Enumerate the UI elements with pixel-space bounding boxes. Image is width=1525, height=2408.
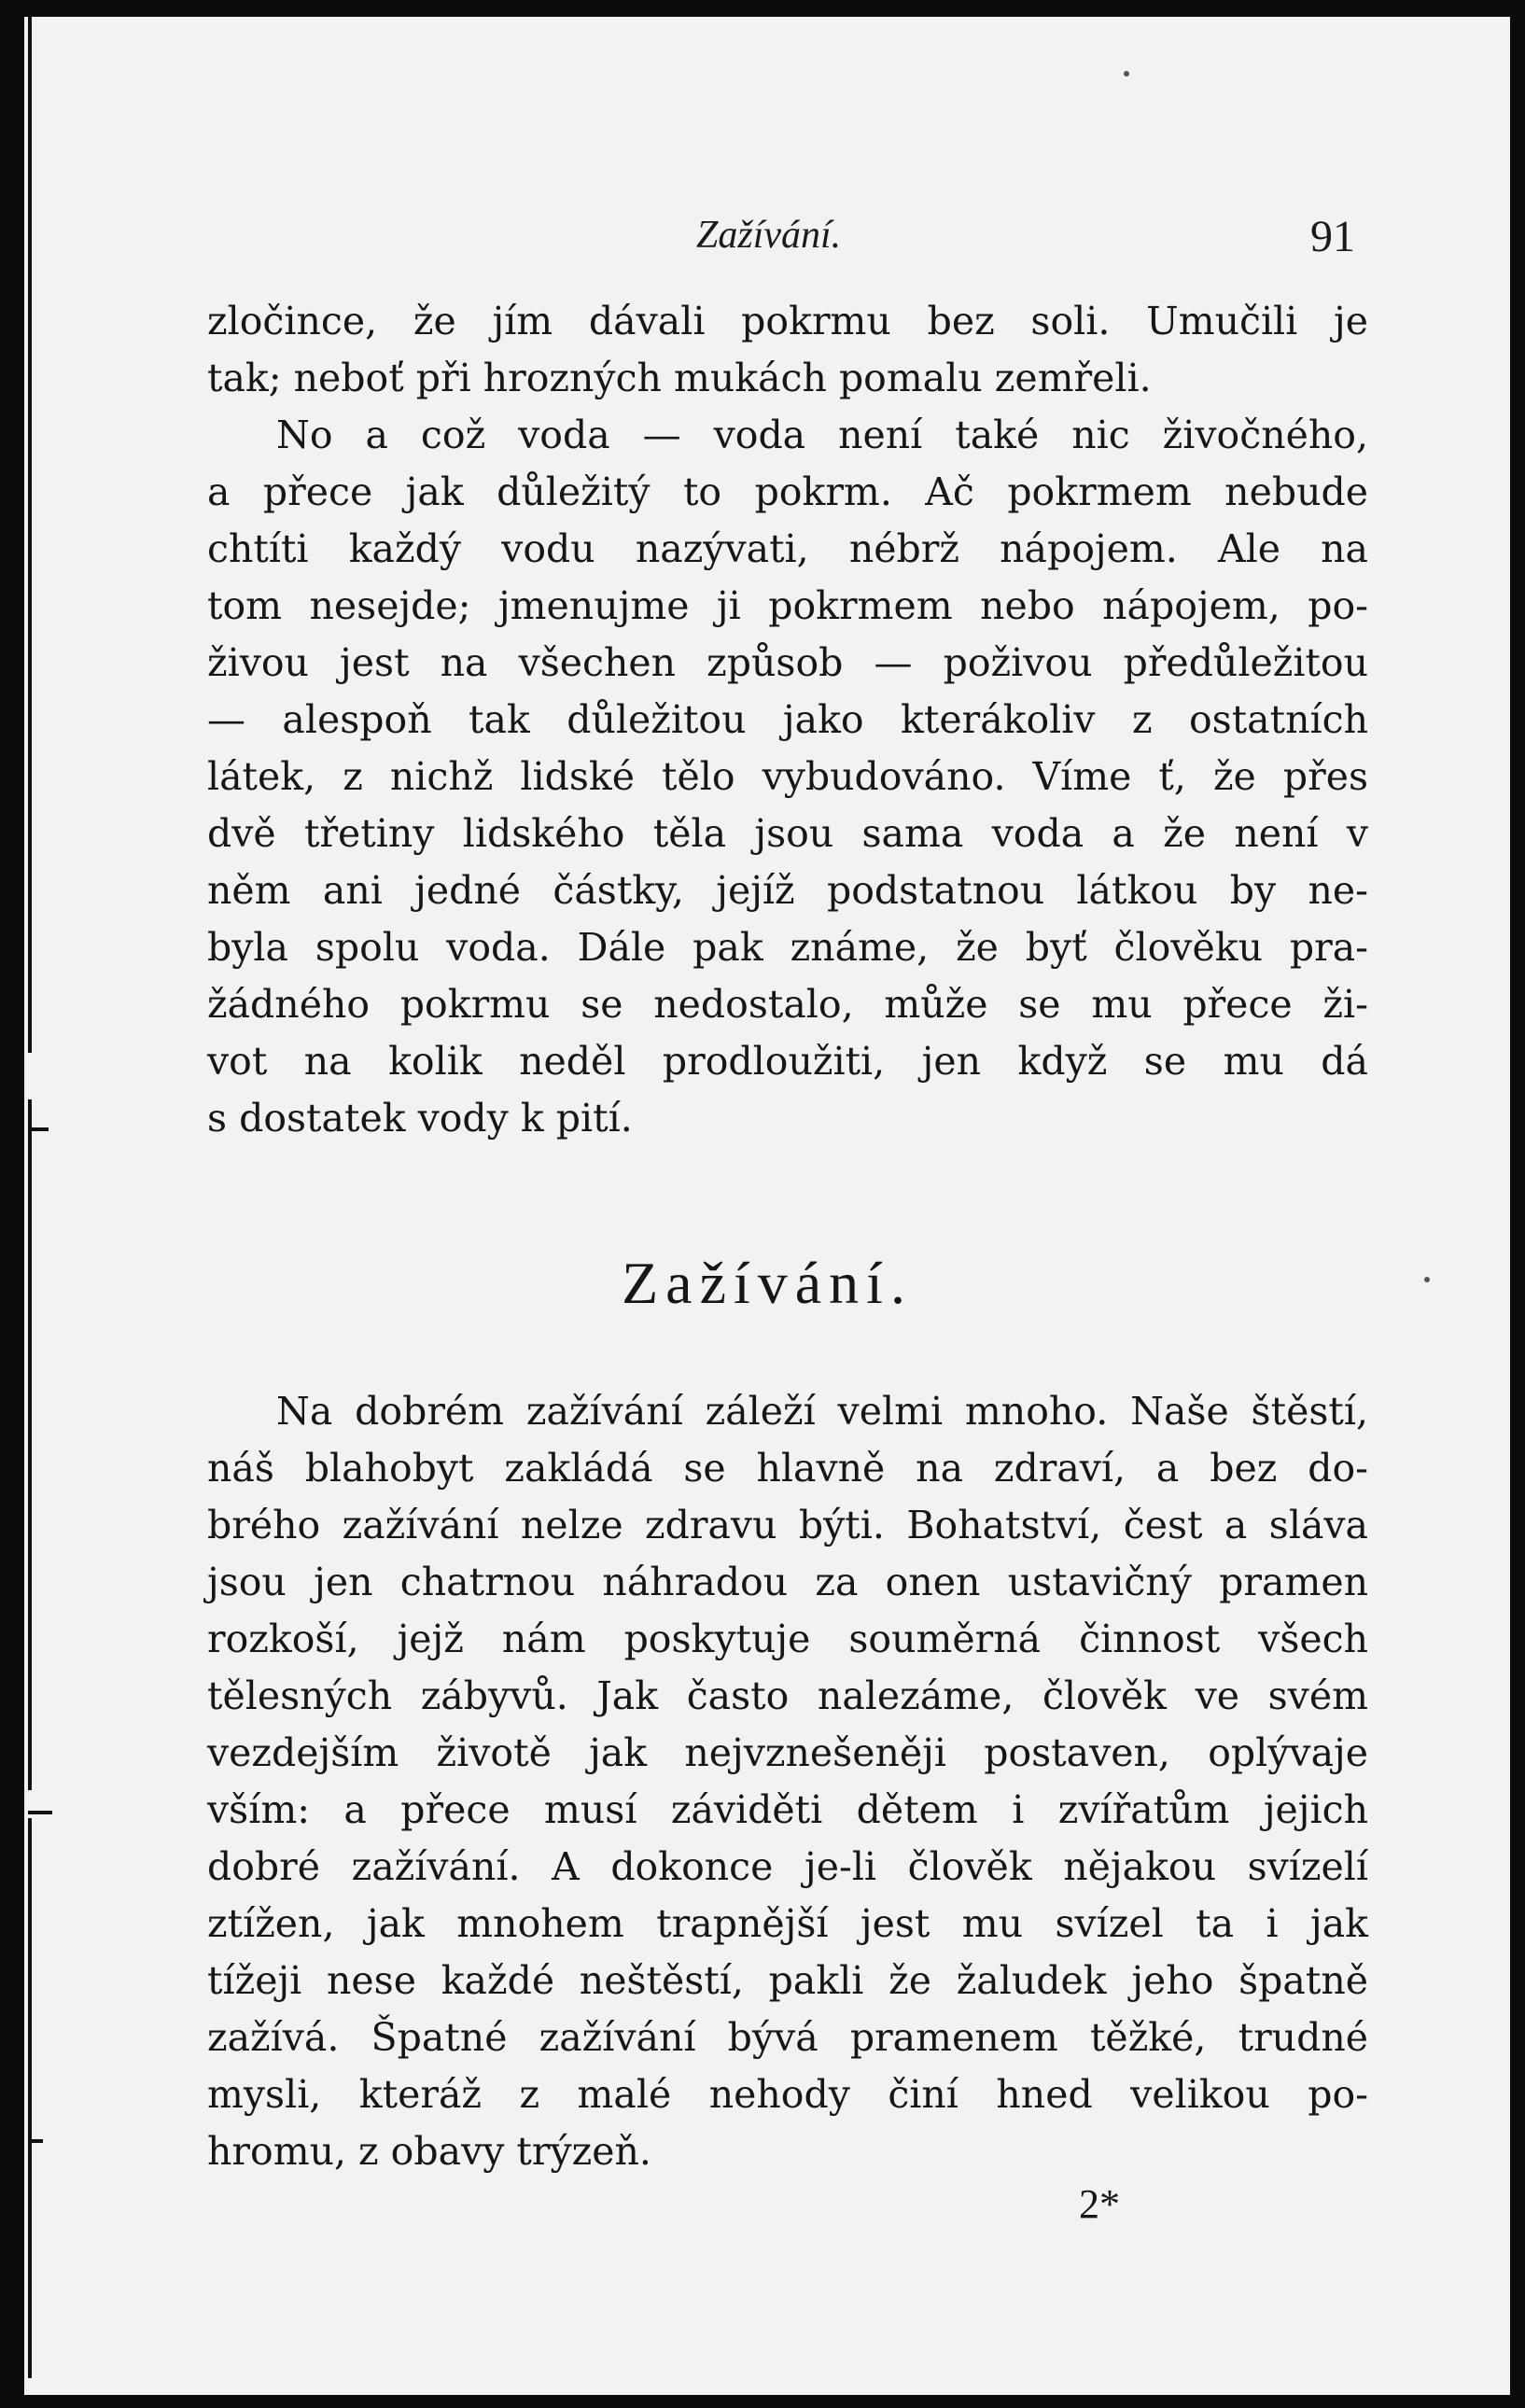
text-line: ztížen, jak mnohem trapnější jest mu svízel ta i jak <box>207 1901 1368 1946</box>
text-line: a přece jak důležitý to pokrm. Ač pokrmem nebude <box>207 469 1368 514</box>
text-line: žádného pokrmu se nedostalo, může se mu přece ži- <box>207 982 1368 1027</box>
text-line: vot na kolik neděl prodloužiti, jen když se mu dá <box>207 1039 1368 1084</box>
book-page <box>24 17 1510 2395</box>
text-line: živou jest na všechen způsob — poživou předůležitou <box>207 640 1368 685</box>
text-line: náš blahobyt zakládá se hlavně na zdraví, a bez do- <box>207 1446 1368 1491</box>
text-line: dvě třetiny lidského těla jsou sama voda a že není v <box>207 811 1368 856</box>
paper-speck <box>1124 71 1129 77</box>
text-line: tom nesejde; jmenujme ji pokrmem nebo nápojem, po- <box>207 583 1368 628</box>
section-heading: Zažívání. <box>622 1250 913 1316</box>
text-line: byla spolu voda. Dále pak známe, že byť člověku pra- <box>207 925 1368 970</box>
text-line: tělesných zábyvů. Jak často nalezáme, člověk ve svém <box>207 1673 1368 1718</box>
text-line: tak; neboť při hrozných mukách pomalu zemřeli. <box>207 356 1152 400</box>
text-line: No a což voda — voda není také nic živočného, <box>276 413 1368 457</box>
text-line: jsou jen chatrnou náhradou za onen ustavičný pramen <box>207 1560 1368 1604</box>
spine-edge-line <box>28 17 32 1053</box>
text-line: dobré zažívání. A dokonce je-li člověk nějakou svízelí <box>207 1844 1368 1889</box>
text-line: látek, z nichž lidské tělo vybudováno. Víme ť, že přes <box>207 754 1368 799</box>
text-line: chtíti každý vodu nazývati, nébrž nápojem. Ale na <box>207 526 1368 571</box>
spine-edge-mark <box>28 2139 43 2143</box>
text-line: tížeji nese každé neštěstí, pakli že žaludek jeho špatně <box>207 1958 1368 2003</box>
text-line: hromu, z obavy trýzeň. <box>207 2129 651 2174</box>
signature-mark: 2* <box>1079 2181 1120 2227</box>
spine-edge-line <box>28 1818 32 2378</box>
text-line: rozkoší, jejž nám poskytuje souměrná činnost všech <box>207 1617 1368 1661</box>
text-line: vezdejším životě jak nejvznešeněji postaven, oplývaje <box>207 1730 1368 1775</box>
text-line: zažívá. Špatné zažívání bývá pramenem těžké, trudné <box>207 2015 1368 2060</box>
text-line: s dostatek vody k pití. <box>207 1096 633 1141</box>
text-line: brého zažívání nelze zdravu býti. Bohatství, čest a sláva <box>207 1503 1368 1547</box>
page-number: 91 <box>1310 212 1355 261</box>
text-line: Na dobrém zažívání záleží velmi mnoho. Naše štěstí, <box>276 1389 1368 1434</box>
spine-edge-mark <box>28 1811 52 1814</box>
text-line: — alespoň tak důležitou jako kterákoliv z ostatních <box>207 697 1368 742</box>
spine-edge-mark <box>28 1127 49 1131</box>
running-head: Zažívání. <box>696 214 842 257</box>
text-line: zločince, že jím dávali pokrmu bez soli. Umučili je <box>207 299 1368 343</box>
text-line: něm ani jedné částky, jejíž podstatnou látkou by ne- <box>207 868 1368 913</box>
text-line: mysli, kteráž z malé nehody činí hned velikou po- <box>207 2072 1368 2117</box>
spine-edge-line <box>28 1099 32 1790</box>
text-line: vším: a přece musí záviděti dětem i zvířatům jejich <box>207 1787 1368 1832</box>
